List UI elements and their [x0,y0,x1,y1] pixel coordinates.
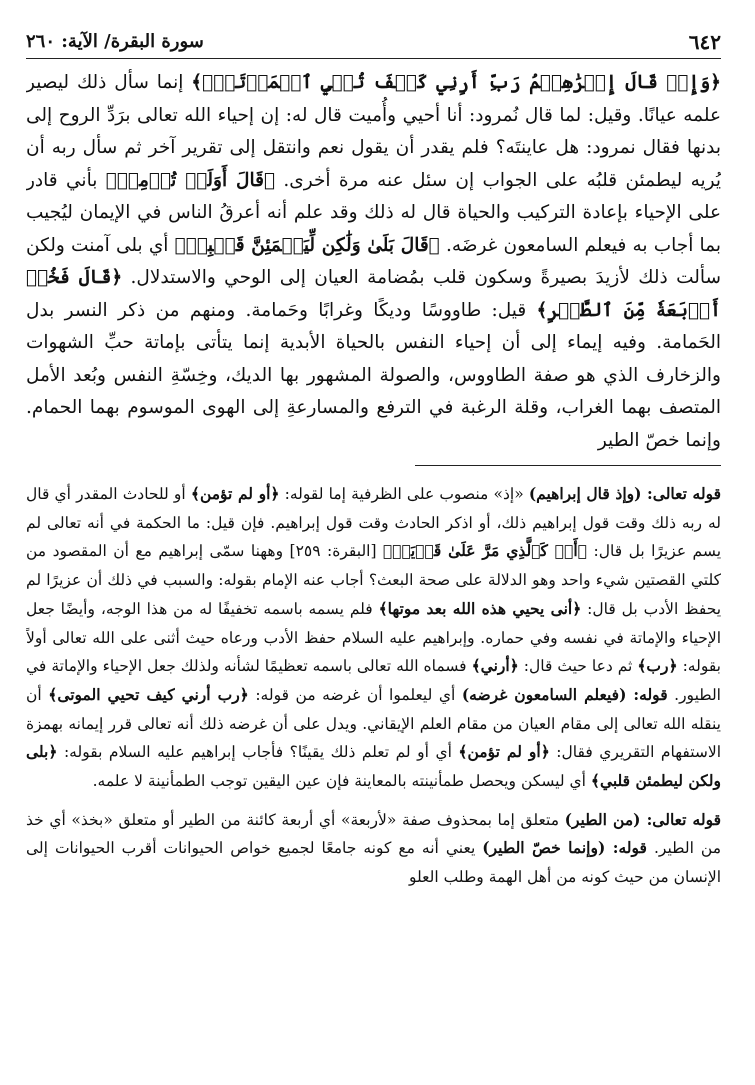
quoted-verse: ﴿أرني﴾ [471,656,519,676]
body-text: إنما سأل ذلك ليصير علمه عيانًا. وقيل: لما قال نُمرود: أنا أحيي وأُميت قال له: إن إحياء الله تعالى برَدِّ الروح إلى بدنها فقال نمرود: هل عاينتَه؟ فلم يقدر أن يقول نعم وانتقل إلى تقرير آخر ثم سأل ربه أن يُريه ليطمئن قلبُه على الجواب إن سئل عنه مرة أخرى. [26,72,721,191]
commentary [26,480,721,1076]
page-header [26,0,721,59]
quoted-verse: ﴿رب أرني كيف تحيي الموتى﴾ [48,684,249,704]
commentary-paragraph [26,806,721,892]
quoted-verse: ﴿أو لم تؤمن﴾ [458,742,550,762]
commentary-text: فلم يسمه باسمه تخفيفًا له من هذا الوجه، وأيضًا جعل الإحياء والإماتة في نفسه وفي حماره. وإبراهيم عليه السلام حفظ الأدب ورعاه حيث أثنى على الله تعالى أولاً بقوله: [26,599,721,676]
quoted-verse: ﴿أَوۡ كَٱلَّذِي مَرَّ عَلَىٰ قَرۡيَةٖ﴾ [383,541,588,561]
body-text: بأني قادر على الإحياء بإعادة التركيب والحياة قال له ذلك وقد علم أنه أعرقُ الناس في الإيمان ليُجيب بما أجاب به فيعلم السامعون غرضَه. [26,169,721,256]
quoted-verse: ﴿أنى يحيي هذه الله بعد موتها﴾ [378,598,582,618]
quoted-verse: ﴿رب﴾ [637,656,678,676]
commentary-text: أي أو لم تعلم ذلك يقينًا؟ فأجاب إبراهيم عليه السلام بقوله: [57,743,459,762]
surah-title: سورة البقرة/ الآية: ٢٦٠ [26,31,204,52]
commentary-text: أي ليسكن ويحصل طمأنينته بالمعاينة فإن عين اليقين توجب الطمأنينة لا علمه. [92,772,591,791]
commentary-text: ثم دعا حيث قال: [518,657,638,676]
commentary-text: [البقرة: ٢٥٩] وههنا سمّى إبراهيم مع أن المقصود من كلتي القصتين شيء واحد وهو الدلالة على صحة البعث؟ أجاب عنه الإمام بقوله: والسبب في ذلك أن عزيرًا لم يحفظ الأدب بل قال: [26,542,721,618]
footnote-divider [415,465,721,466]
commentary-paragraph [26,480,721,796]
quran-verse: ﴿قَالَ أَوَلَمۡ تُؤۡمِنۖ﴾ [105,169,276,191]
commentary-lemma: (من الطير) [564,809,641,829]
commentary-label: قوله تعالى: [640,809,721,829]
commentary-label: قوله: [626,684,668,704]
commentary-lemma: (وإذ قال إبراهيم) [528,484,642,503]
page-number: ٦٤٢ [688,30,721,54]
quoted-verse: ﴿بلى ولكن ليطمئن قلبي﴾ [26,742,721,791]
quran-verse: ﴿قَالَ فَخُذۡ أَرۡبَعَةٗ مِّنَ ٱلطَّيۡرِ﴾ [26,267,721,321]
commentary-lemma: (وإنما خصّ الطير) [482,838,606,858]
commentary-text: أن ينقله الله تعالى إلى مقام العيان من مقام العلم الإيقاني. ويدل على أن غرضه ذلك أنه تعالى قرر إيمانه بهمزة الاستفهام التقريري فقال: [26,685,721,762]
commentary-label: قوله تعالى: [641,484,721,503]
commentary-text: فسماه الله تعالى باسمه تعظيمًا لشأنه ولذلك جعل الإحياء والإماتة في الطيور. [26,657,721,704]
quran-verse: ﴿وَإِذۡ قَالَ إِبۡرَٰهِـۧمُ رَبِّ أَرِنِي كَيۡفَ تُحۡيِ ٱلۡمَوۡتَىٰۖ﴾ [191,72,721,93]
main-text [26,67,721,463]
quoted-verse: ﴿أو لم تؤمن﴾ [190,484,280,503]
commentary-text: متعلق إما بمحذوف صفة «لأربعة» أي أربعة كائنة من الطير أو متعلق «بخذ» أي خذ من الطير. [26,810,721,858]
main-paragraph [26,67,721,457]
commentary-text: أو للحادث المقدر أي قال له ربه ذلك وقت قول إبراهيم ذلك، أو اذكر الحادث وقت قول إبراهيم. فإن قيل: ما الحكمة في أنه تعالى لم يسم عزيرًا بل قال: [26,485,721,561]
commentary-text: أي ليعلموا أن غرضه من قوله: [248,685,462,704]
body-text: أي بلى آمنت ولكن سألت ذلك لأزيدَ بصيرةً وسكون قلب بمُضامة العيان إلى الوحي والاستدلال. [26,234,721,288]
commentary-lemma: (فيعلم السامعون غرضه) [461,684,627,704]
commentary-label: قوله: [605,838,647,858]
commentary-text: يعني أنه مع كونه جامعًا لجميع خواص الحيوانات أقرب الحيوانات إلى الإنسان من حيث كونه من أهل الهمة وطلب العلو [26,839,721,887]
body-text: قيل: طاووسًا وديكًا وغرابًا وحَمامة. ومنهم من ذكر النسر بدل الحَمامة. وفيه إيماء إلى أن إحياء النفس بالحياة الأبدية إنما يتأتى بإماتة حبِّ الشهوات والزخارف الذي هو صفة الطاووس، والصولة المشهور بها الديك، وخِسّةِ النفس وبُعد الأمل المتصف بهما الغراب، وقلة الرغبة في الترفع والمسارعةِ إلى الهوى الموسوم بهما الحمام. وإنما خصّ الطير [26,299,721,451]
commentary-text: «إذ» منصوب على الظرفية إما لقوله: [279,485,529,503]
quran-verse: ﴿قَالَ بَلَىٰ وَلَٰكِن لِّيَطۡمَئِنَّ قَلۡبِيۖ﴾ [174,234,440,256]
